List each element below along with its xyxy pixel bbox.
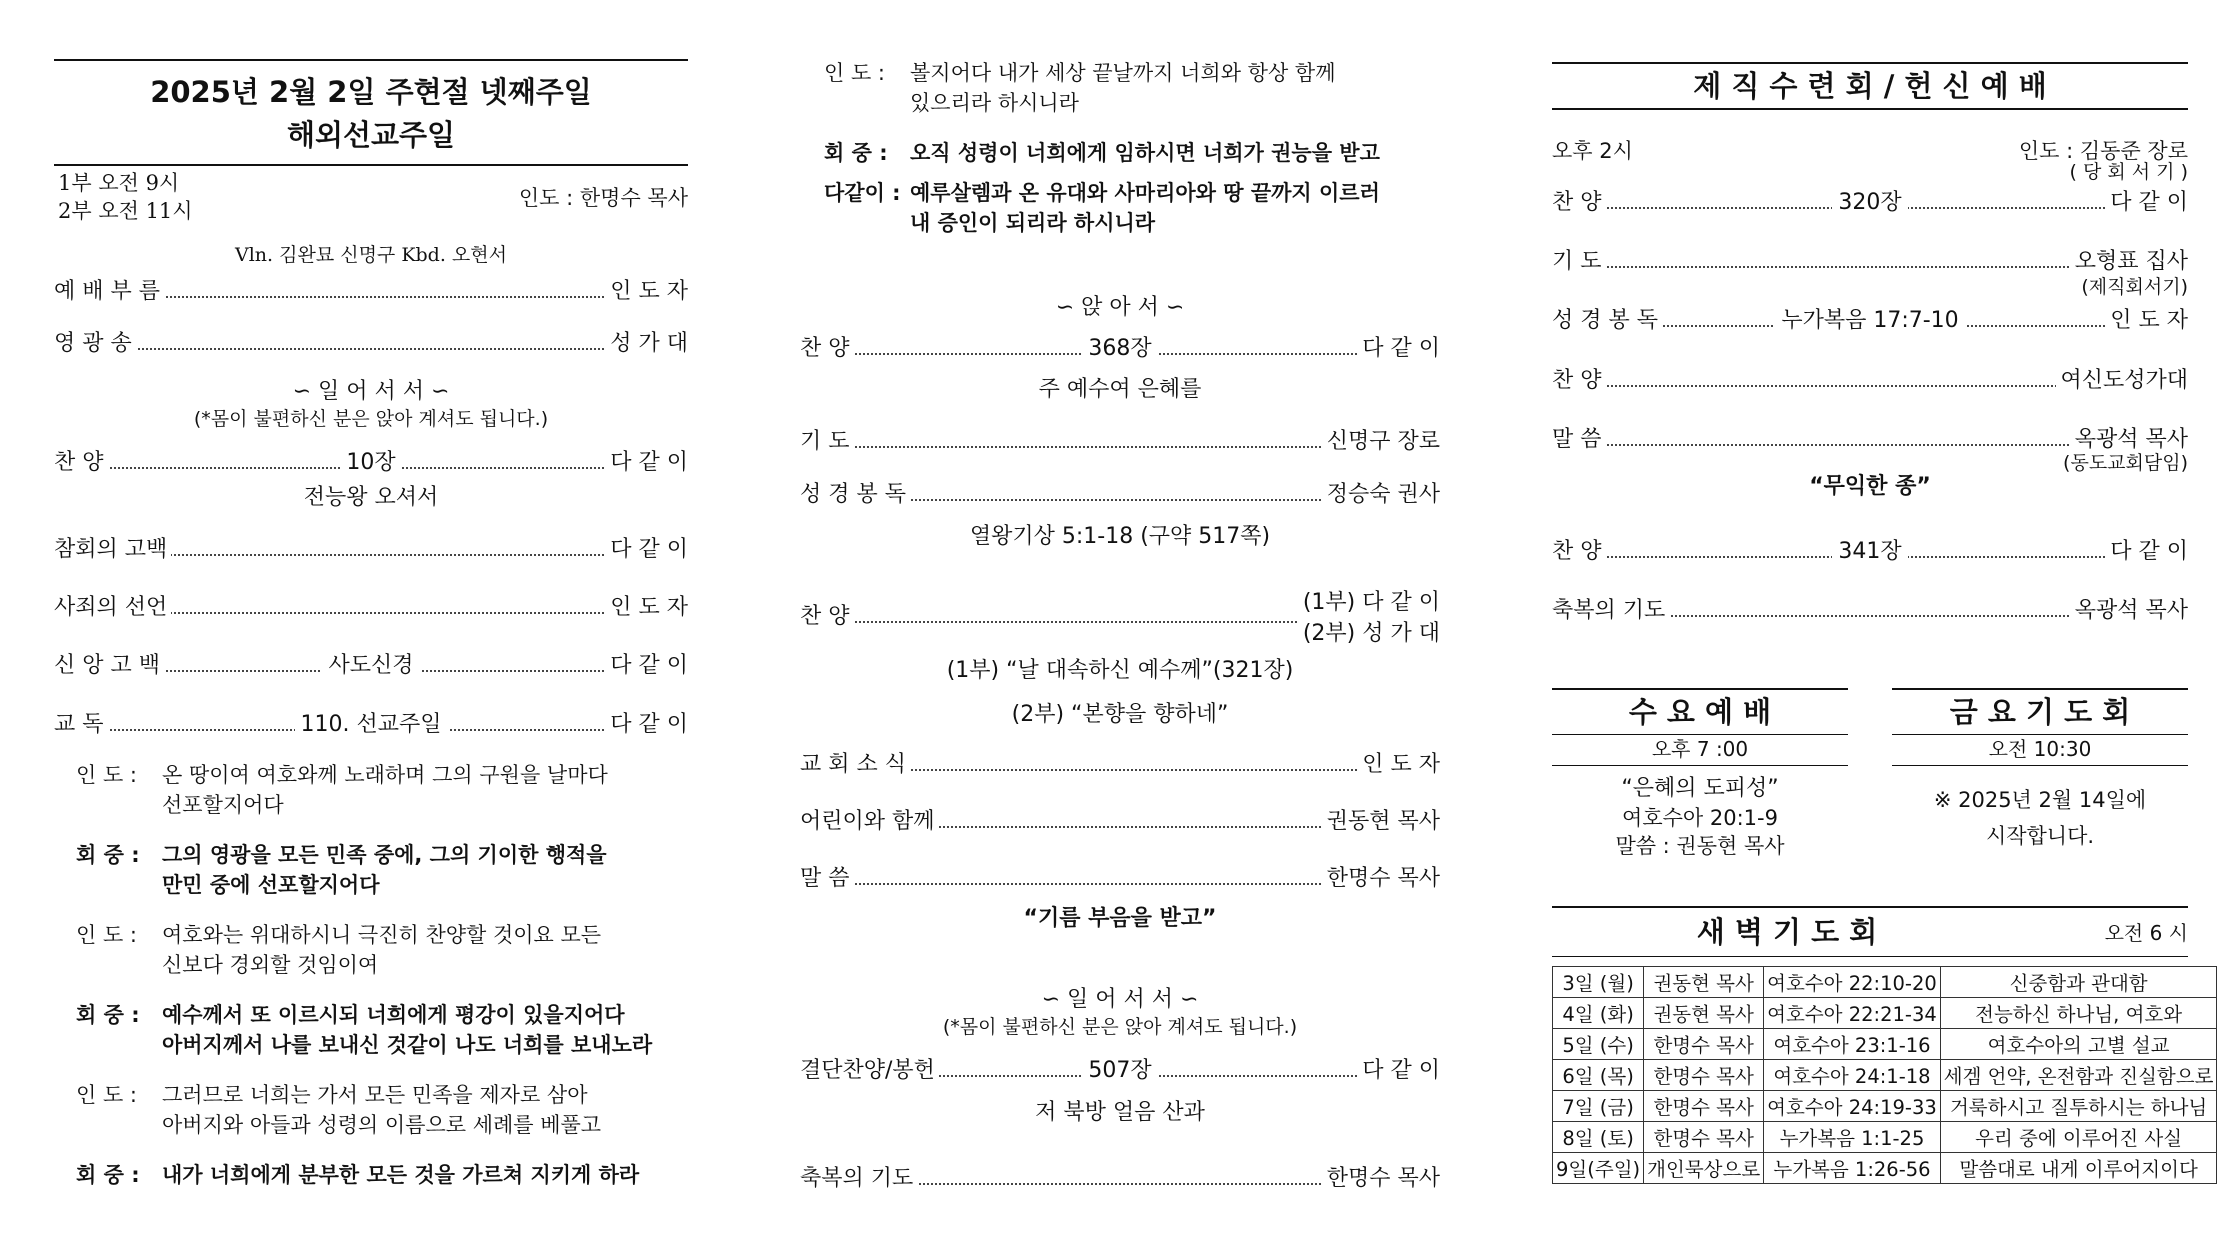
order-item: 성 경 봉 독 누가복음 17:7-10 인 도 자 <box>1552 306 2188 336</box>
order-item: 찬 양 368장 다 같 이 <box>800 334 1440 364</box>
wednesday-sermon: “은혜의 도피성” <box>1621 776 1779 801</box>
service-subtitle: 해외선교주일 <box>286 118 456 152</box>
table-row: 4일 (화) 권동현 목사 여호수아 22:21-34 전능하신 하나님, 여호와 <box>1553 998 2217 1029</box>
order-item: 찬 양 10장 다 같 이 <box>54 448 688 478</box>
order-item: 찬 양 320장 다 같 이 <box>1552 188 2188 218</box>
friday-prayer-box <box>1892 688 2188 854</box>
hymn-title: 주 예수여 은혜를 <box>1038 377 1202 402</box>
praise-1: (1부) “날 대속하신 예수께”(321장) <box>946 658 1294 683</box>
order-item: 찬 양 (1부) 다 같 이 (2부) 성 가 대 <box>800 602 1440 632</box>
stand-up-label: ∽ 일 어 서 서 ∽ <box>292 379 450 404</box>
order-item: 교 회 소 식 인 도 자 <box>800 750 1440 780</box>
friday-title: 금 요 기 도 회 <box>1892 688 2188 735</box>
order-item: 예 배 부 름 인 도 자 <box>54 277 688 307</box>
table-row: 7일 (금) 한명수 목사 여호수아 24:19-33 거룩하시고 질투하시는 하나님 <box>1553 1091 2217 1122</box>
sermon-title: “기름 부음을 받고” <box>1023 906 1217 931</box>
order-item: 결단찬양/봉헌 507장 다 같 이 <box>800 1056 1440 1086</box>
service-time-2: 2부 오전 11시 <box>58 199 193 223</box>
responsive-reading: 회 중 : 오직 성령이 너희에게 임하시면 너희가 권능을 받고 <box>824 141 1380 165</box>
sermon-title: “무익한 종” <box>1809 474 1931 499</box>
friday-time: 오전 10:30 <box>1988 737 2092 761</box>
table-row: 8일 (토) 한명수 목사 누가복음 1:1-25 우리 중에 이루어진 사실 <box>1553 1122 2217 1153</box>
sit-down-label: ∽ 앉 아 서 ∽ <box>1055 295 1185 320</box>
order-item: 기 도 오형표 집사 <box>1552 247 2188 277</box>
responsive-reading: 회 중 : 그의 영광을 모든 민족 중에, 그의 기이한 행적을 만민 중에 선포할지어다 <box>76 843 607 897</box>
order-item: 기 도 신명구 장로 <box>800 427 1440 457</box>
prayer-role: (제직회서기) <box>2081 276 2188 298</box>
wednesday-title: 수 요 예 배 <box>1552 688 1848 735</box>
order-item: 찬 양 341장 다 같 이 <box>1552 537 2188 567</box>
order-item: 사죄의 선언 인 도 자 <box>54 593 688 623</box>
responsive-reading: 회 중 : 내가 너희에게 분부한 모든 것을 가르쳐 지키게 하라 <box>76 1163 640 1187</box>
wednesday-time: 오후 7 :00 <box>1651 737 1749 761</box>
retreat-time: 오후 2시 <box>1552 139 1633 163</box>
friday-note: ※ 2025년 2월 14일에 <box>1933 788 2147 812</box>
responsive-reading: 인 도 : 온 땅이여 여호와께 노래하며 그의 구원을 날마다 선포할지어다 <box>76 763 608 817</box>
dawn-schedule-table <box>1552 966 2217 1184</box>
friday-note: 시작합니다. <box>1985 824 2095 848</box>
retreat-leader-role: ( 당 회 서 기 ) <box>2069 161 2188 183</box>
service-title: 2025년 2월 2일 주현절 넷째주일 <box>150 75 592 109</box>
wednesday-scripture: 여호수아 20:1-9 <box>1622 806 1778 830</box>
dawn-title: 새 벽 기 도 회 <box>1696 915 1878 949</box>
service-time-1: 1부 오전 9시 <box>58 171 180 195</box>
dawn-time: 오전 6 시 <box>2104 921 2188 945</box>
table-row: 9일(주일) 개인묵상으로 누가복음 1:26-56 말씀대로 내게 이루어지이다 <box>1553 1153 2217 1184</box>
retreat-title: 제 직 수 련 회 / 헌 신 예 배 <box>1552 62 2188 110</box>
sermon-role: (동도교회담임) <box>2063 452 2188 474</box>
stand-up-note: (*몸이 불편하신 분은 앉아 계셔도 됩니다.) <box>193 408 549 430</box>
order-item: 축복의 기도 옥광석 목사 <box>1552 596 2188 626</box>
service-leader: 인도 : 한명수 목사 <box>518 186 688 210</box>
musicians: Vln. 김완묘 신명구 Kbd. 오현서 <box>235 244 507 266</box>
hymn-title: 저 북방 얼음 산과 <box>1035 1100 1205 1125</box>
table-row: 6일 (목) 한명수 목사 여호수아 24:1-18 세겜 언약, 온전함과 진실함으로 <box>1553 1060 2217 1091</box>
praise-2: (2부) “본향을 향하네” <box>1011 702 1229 727</box>
wednesday-preacher: 말씀 : 권동현 목사 <box>1615 834 1785 858</box>
order-item: 축복의 기도 한명수 목사 <box>800 1164 1440 1194</box>
dawn-rule <box>1552 906 2188 908</box>
responsive-reading: 인 도 : 그러므로 너희는 가서 모든 민족을 제자로 삼아 아버지와 아들과 성령의 이름으로 세례를 베풀고 <box>76 1083 602 1137</box>
order-item: 어린이와 함께 권동현 목사 <box>800 807 1440 837</box>
order-item: 영 광 송 성 가 대 <box>54 329 688 359</box>
retreat-leader: 인도 : 김동준 장로 <box>2018 139 2188 163</box>
hymn-title: 전능왕 오셔서 <box>303 485 439 510</box>
order-item: 교 독 110. 선교주일 다 같 이 <box>54 710 688 740</box>
order-item: 성 경 봉 독 정승숙 권사 <box>800 480 1440 510</box>
wednesday-service-box <box>1552 688 1848 860</box>
stand-up-note: (*몸이 불편하신 분은 앉아 계셔도 됩니다.) <box>942 1016 1298 1038</box>
stand-up-label: ∽ 일 어 서 서 ∽ <box>1041 987 1199 1012</box>
responsive-reading: 인 도 : 볼지어다 내가 세상 끝날까지 너희와 항상 함께 있으리라 하시니라 <box>824 61 1336 115</box>
table-row: 5일 (수) 한명수 목사 여호수아 23:1-16 여호수아의 고별 설교 <box>1553 1029 2217 1060</box>
order-item: 말 씀 한명수 목사 <box>800 864 1440 894</box>
scripture-ref: 열왕기상 5:1-18 (구약 517쪽) <box>969 524 1271 549</box>
title-rule <box>54 164 688 166</box>
order-item: 신 앙 고 백 사도신경 다 같 이 <box>54 651 688 681</box>
responsive-reading: 회 중 : 예수께서 또 이르시되 너희에게 평강이 있을지어다 아버지께서 나를 보내신 것같이 나도 너희를 보내노라 <box>76 1003 653 1057</box>
responsive-reading: 인 도 : 여호와는 위대하시니 극진히 찬양할 것이요 모든 신보다 경외할 것임이여 <box>76 923 602 977</box>
order-item: 말 씀 옥광석 목사 <box>1552 425 2188 455</box>
order-item: 찬 양 여신도성가대 <box>1552 366 2188 396</box>
top-rule <box>54 59 688 61</box>
responsive-reading: 다같이 : 예루살렘과 온 유대와 사마리아와 땅 끝까지 이르러 내 증인이 되리라 하시니라 <box>824 181 1380 235</box>
order-item: 참회의 고백 다 같 이 <box>54 535 688 565</box>
table-row: 3일 (월) 권동현 목사 여호수아 22:10-20 신중함과 관대함 <box>1553 967 2217 998</box>
